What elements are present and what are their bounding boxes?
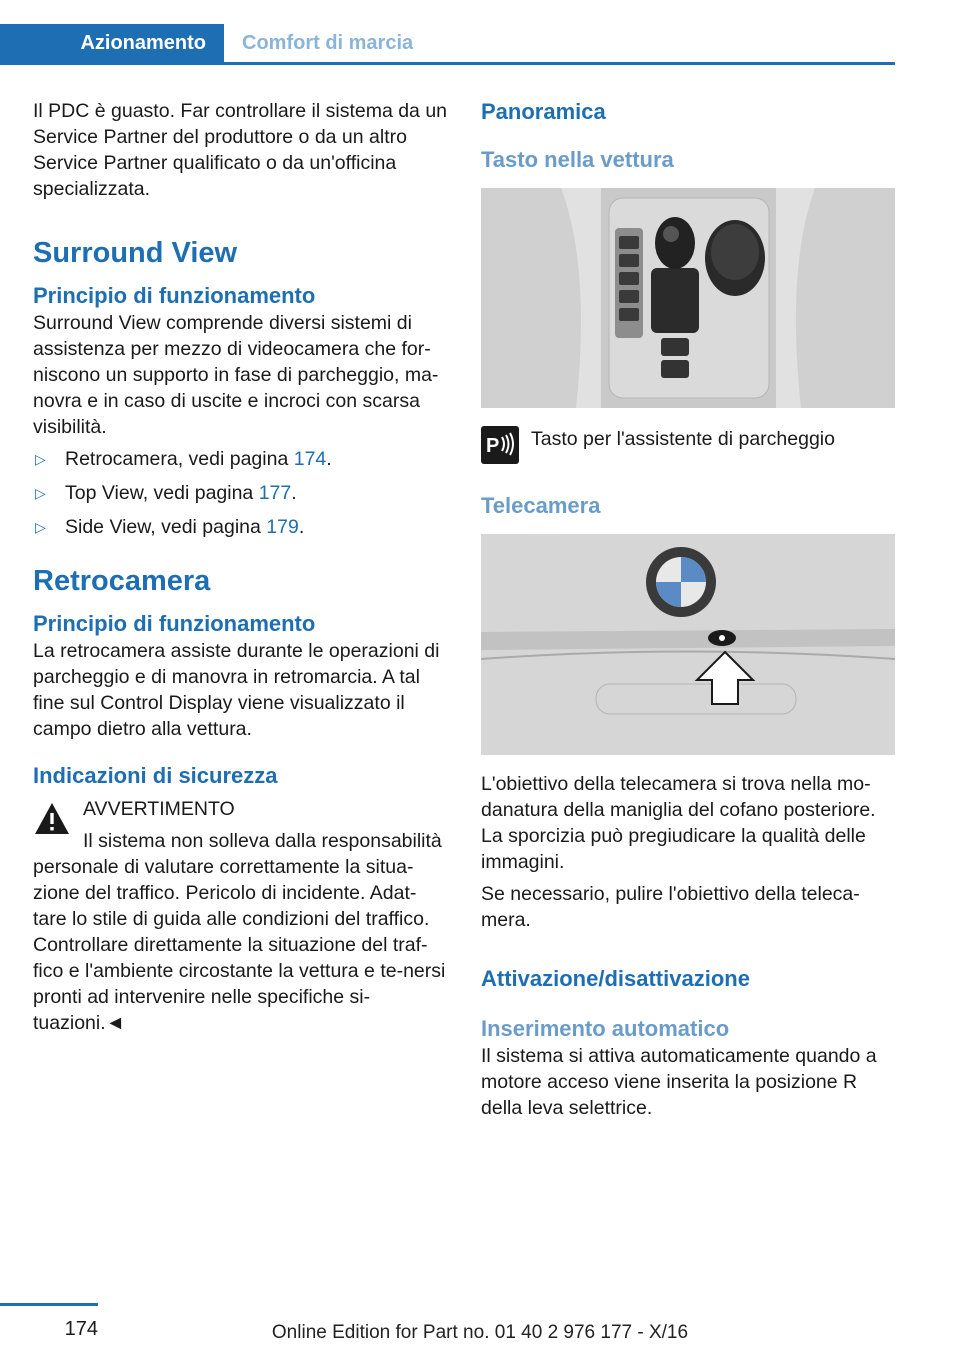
- right-column: [481, 98, 895, 1121]
- list-item: [33, 514, 448, 540]
- list-item-text: Side View, vedi pagina: [65, 516, 267, 538]
- list-item-text: Retrocamera, vedi pagina: [65, 448, 294, 470]
- page-link-179[interactable]: 179: [266, 516, 299, 538]
- warning-triangle-icon: [33, 800, 71, 838]
- list-item-text: Top View, vedi pagina: [65, 482, 259, 504]
- overview-heading: Panoramica: [481, 99, 606, 124]
- warning-text: personale di valutare correttamente la situa-zione del traffico. Pericolo di incidente. Adat-tare lo stile di guida alle condizioni del traffico. Controllare direttamente la situazione del traf-fico e l'ambiente circostante la vettura e te-nersi pronti ad intervenire nelle specifiche si-tuazioni.◄: [33, 856, 446, 1034]
- retrocamera-title: Retrocamera: [33, 565, 211, 597]
- camera-text-2: Se necessario, pulire l'obiettivo della teleca-mera.: [481, 883, 860, 931]
- safety-heading: Indicazioni di sicurezza: [33, 763, 278, 788]
- warning-block: [33, 796, 448, 854]
- button-caption: Tasto per l'assistente di parcheggio: [531, 428, 835, 450]
- triangle-bullet-icon: ▷: [35, 519, 46, 535]
- retrocamera-text: La retrocamera assiste durante le operazioni di parcheggio e di manovra in retromarcia. A tal fine sul Control Display viene visualizzato il campo dietro alla vettura.: [33, 640, 440, 740]
- activation-heading: Attivazione/disattivazione: [481, 966, 750, 991]
- button-caption-row: [481, 426, 895, 457]
- surround-view-title: Surround View: [33, 237, 238, 269]
- list-item: [33, 480, 448, 506]
- left-column: [33, 98, 448, 1036]
- park-assist-button-icon: [481, 426, 519, 464]
- svg-text:P: P: [486, 435, 500, 457]
- edition-footer: Online Edition for Part no. 01 40 2 976 177 - X/16: [271, 1322, 689, 1343]
- list-item-end: .: [326, 448, 332, 470]
- camera-list: [33, 446, 448, 540]
- list-item: [33, 446, 448, 472]
- surround-principle-heading: Principio di funzionamento: [33, 283, 316, 308]
- rear-camera-photo: [481, 534, 895, 755]
- page-number: 174: [64, 1318, 98, 1340]
- warning-first-line: Il sistema non solleva dalla responsabilità: [83, 830, 442, 852]
- camera-heading: Telecamera: [481, 493, 601, 518]
- chapter-tabbar: [0, 0, 895, 65]
- list-item-end: .: [298, 516, 305, 538]
- tab-azionamento[interactable]: Azionamento: [0, 24, 224, 62]
- triangle-bullet-icon: ▷: [35, 485, 46, 501]
- pdc-intro-text: Il PDC è guasto. Far controllare il sistema da un Service Partner del produttore o da un altro Service Partner qualificato o da un'officina specializzata.: [33, 100, 448, 200]
- page-link-174[interactable]: 174: [293, 448, 327, 470]
- surround-view-text: Surround View comprende diversi sistemi di assistenza per mezzo di videocamera che for-niscono un supporto in fase di parcheggio, ma-novra e in caso di uscite e incroci con scarsa visibilità.: [33, 312, 439, 438]
- triangle-bullet-icon: ▷: [35, 451, 46, 467]
- retrocamera-principle-heading: Principio di funzionamento: [33, 611, 316, 636]
- footer-rule: [0, 1303, 98, 1306]
- auto-text: Il sistema si attiva automaticamente quando a motore acceso viene inserita la posizione R della leva selettrice.: [481, 1045, 877, 1119]
- tab-comfort-di-marcia[interactable]: Comfort di marcia: [242, 32, 414, 54]
- button-heading: Tasto nella vettura: [481, 147, 674, 172]
- center-console-photo: [481, 188, 895, 408]
- list-item-end: .: [291, 482, 297, 504]
- page-link-177[interactable]: 177: [258, 482, 292, 504]
- auto-heading: Inserimento automatico: [481, 1016, 730, 1041]
- camera-text-1: L'obiettivo della telecamera si trova nella mo-danatura della maniglia del cofano posteriore. La sporcizia può pregiudicare la qualità delle immagini.: [481, 773, 876, 873]
- warning-label: AVVERTIMENTO: [83, 798, 235, 820]
